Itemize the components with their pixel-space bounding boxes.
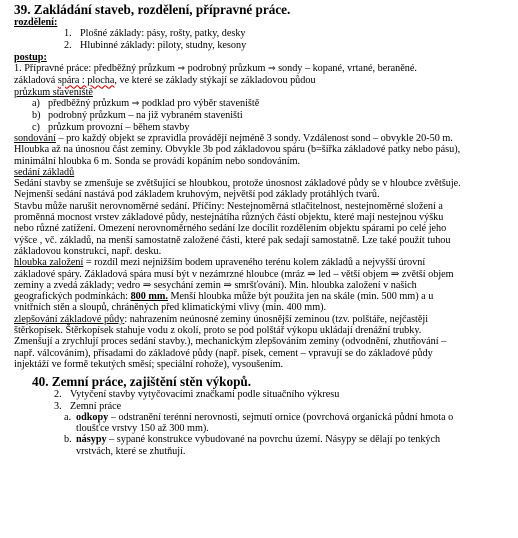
pruzkum-item: b) podrobný průzkum – na již vybraném staveništi: [32, 110, 243, 122]
sondovani-paragraph: sondování – pro každý objekt se zpravidla provádějí nejméně 3 sondy. Vzdálenost sond – obvykle 20-50 m.: [14, 132, 453, 144]
pruzkum-label: průzkum staveniště: [14, 86, 93, 98]
text-line: základovou konstrukci, např. desku.: [14, 245, 162, 257]
arrow-icon: ⇒: [131, 99, 140, 110]
section-40-title: 40. Zemní práce, zajištění stěn výkopů.: [32, 374, 252, 390]
rozdeleni-label: rozdělení:: [14, 17, 58, 28]
postup-label: postup:: [14, 51, 47, 63]
arrow-icon: ⇒: [177, 64, 186, 75]
section-40-item: 2. Vytyčení stavby vytyčovacími značkami podle situačního výkresu: [54, 389, 340, 401]
rozdeleni-item: 2. Hlubinné základy: piloty, studny, kesony: [64, 39, 247, 51]
hloubka-paragraph: hloubka založení = rozdíl mezi nejnižším bodem upraveného terénu kolem základů a nejvyšší úrovní: [14, 257, 426, 269]
text-line: vnitřních stěn a sloupů, chráněných před klimatickými vlivy (min. 400 mm).: [14, 302, 327, 314]
text-line: zeminy a zvedá základy; vedro ⇒ sesychání zemin ⇒ smršťování). Min. hloubka založení v našich: [14, 279, 417, 291]
text-line: Hloubka až na únosnou část zeminy. Obvykle 3b pod základovou spáru (b=šířka základové patky nebo pásu),: [14, 144, 461, 156]
geo-line: geografických podmínkách: 800 mm. Menší hloubka může být použita jen na skále (min. 500 mm) a u: [14, 291, 434, 303]
section-40-subitem-cont: tloušťce vrstvy 150 až 300 mm).: [76, 423, 209, 435]
section-39-title: 39. Zakládání staveb, rozdělení, přípravné práce.: [14, 2, 291, 17]
zlepsovani-paragraph: zlepšování základové půdy: nahrazením neúnosné zeminy únosnější zeminou (tzv. polštáře, nejčastěji: [14, 313, 429, 325]
text-line: proměnná mocnost vrstev základové půdy, nestejnátíha různých částí objektu, které mají nestejnou výšku: [14, 212, 444, 224]
section-40-item: 3. Zemní práce: [54, 400, 122, 412]
section-40-subitem-cont: vrstvách, které se zhutňují.: [76, 445, 186, 457]
text-line: štěrkopísek. Štěrkopísek stahuje vodu z okolí, proto se pod polštář výkopu ukládají drenážní trubky.: [14, 325, 422, 337]
sedani-label: sedání základů: [14, 166, 75, 178]
text-line: nebo různé zatížení. Omezení nerovnoměrného sedání lze docílit rozdělením objektu spárami po celé jeho: [14, 223, 447, 235]
postup-line-1: 1. Přípravné práce: předběžný průzkum ⇒ podrobný průzkum ⇒ sondy – kopané, vrtané, beraněné.: [14, 63, 417, 75]
text-line: minimální hloubka 6 m. Sonda se provádí kopáním nebo sondováním.: [14, 155, 301, 167]
text-line: Zmenšují a zrychlují proces sedání stavby.), mechanickým zlepšováním zeminy (odvodnění, zhutňování –: [14, 336, 447, 348]
section-40-subitem: a. odkopy – odstranění terénní nerovnosti, sejmutí ornice (povrchová organická půdní hmota o: [64, 411, 454, 423]
text-line: např. válcováním), přísadami do základové půdy (např. písek, cement – vpravují se do základové půdy: [14, 347, 433, 359]
rozdeleni-item: 1. Plošné základy: pásy, rošty, patky, desky: [64, 28, 246, 40]
postup-line-2: základová spára : plocha, ve které se základy stýkají se základovou půdou: [14, 75, 316, 87]
text-line: Sedání stavby se zmenšuje se zvětšující se hloubkou, protože únosnost základové půdy se v hloubce zvětšuje.: [14, 178, 461, 190]
pruzkum-item: a) předběžný průzkum ⇒ podklad pro výběr staveniště: [32, 98, 260, 110]
text-line: základové spáry. Základová spára musí být v nezámrzné hloubce (mráz ⇒ led – větší objem ⇒ zvětší objem: [14, 268, 454, 280]
arrow-icon: ⇒: [267, 64, 276, 75]
text-line: injektáží ve formě tekutých směsí; speciální rohože), vysoušením.: [14, 358, 284, 370]
text-line: Stavbu může narušit nerovnoměrné sedání. Příčiny: Nestejnoměrná stlačitelnost, nestejnoměrné složení a: [14, 200, 443, 212]
text-line: výšce , vč. základů, na menší samostatně založené části, které pak sedají samostatně. Lze také použít tuhou: [14, 234, 451, 246]
section-40-subitem: b. násypy – sypané konstrukce vybudované na povrchu území. Násypy se dělají po tenkých: [64, 434, 441, 446]
pruzkum-item: c) průzkum provozní – během stavby: [32, 121, 190, 133]
text-line: Nejmenší sedání nastává pod základem kruhovým, největší pod základy protáhlých tvarů.: [14, 189, 380, 201]
